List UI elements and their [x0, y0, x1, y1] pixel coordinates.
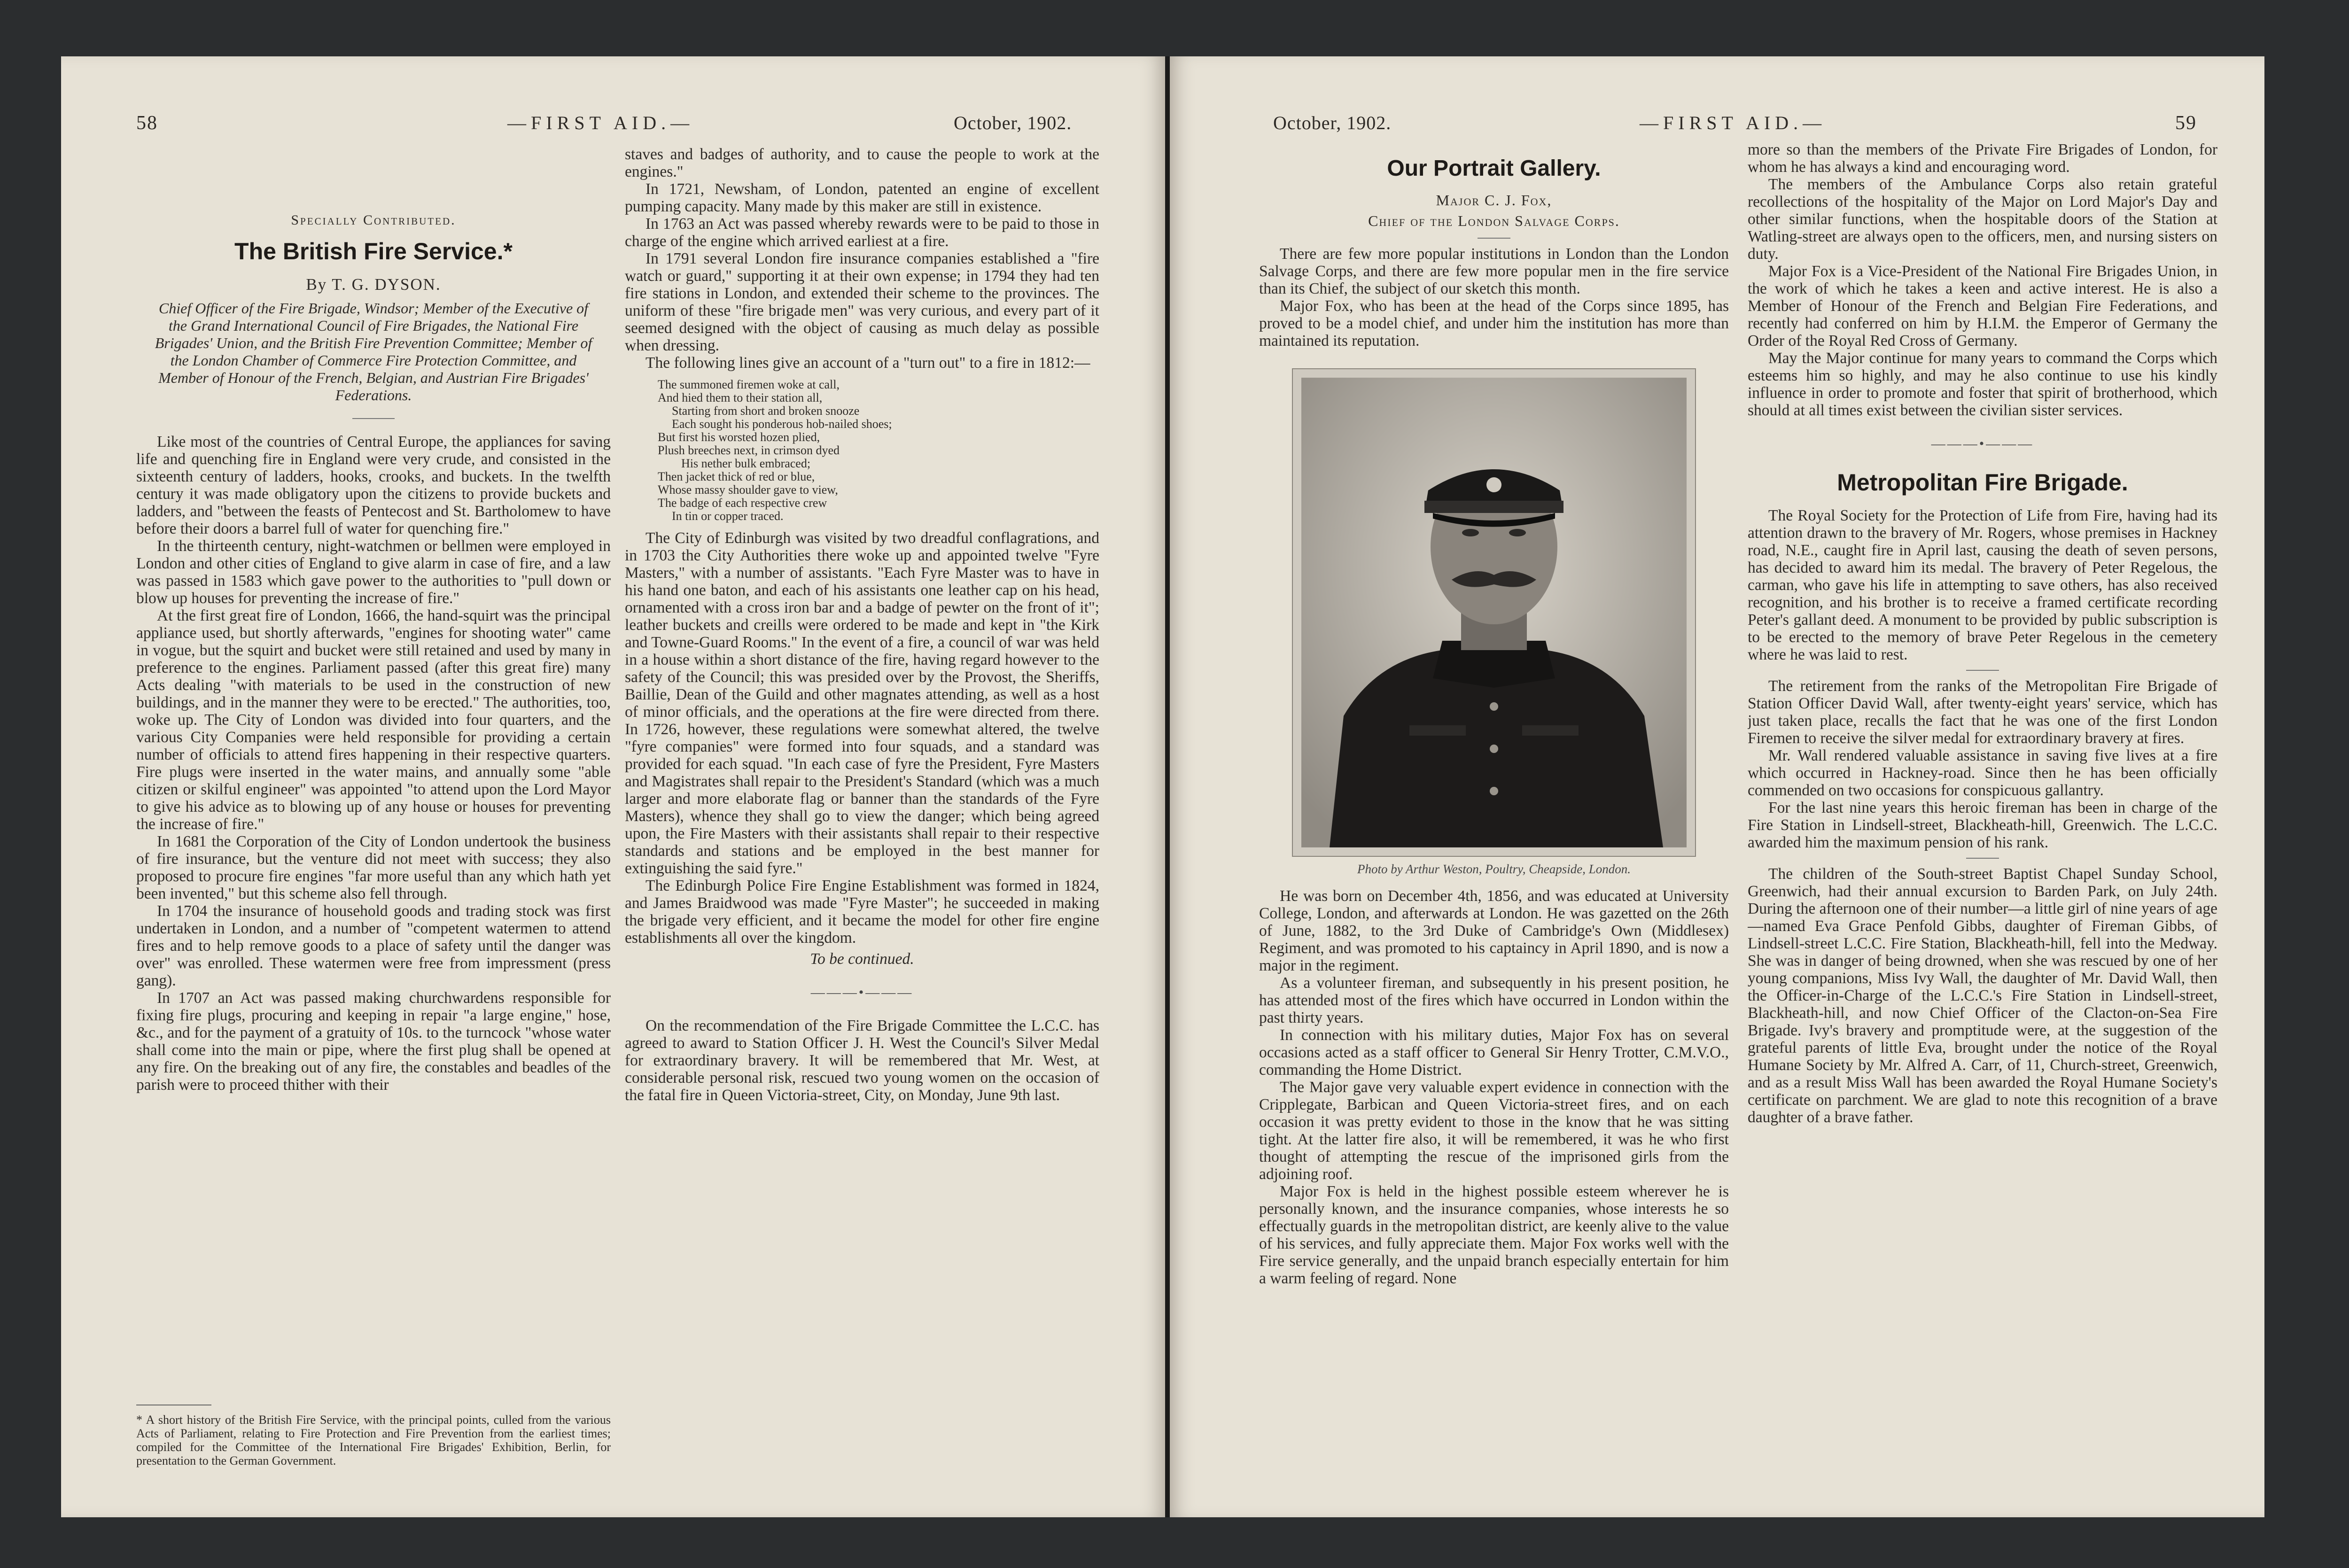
left-folio: 58 — [136, 112, 158, 134]
photo-credit: Photo by Arthur Weston, Poultry, Cheapside, London. — [1357, 862, 1631, 876]
divider-rule — [1966, 670, 1999, 671]
poem-line: Whose massy shoulder gave to view, — [658, 483, 838, 497]
portrait-gallery-title: Our Portrait Gallery. — [1387, 156, 1601, 181]
article-paragraph: In 1763 an Act was passed whereby rewards were to be paid to those in charge of the engine which arrived earliest at a fire. — [625, 215, 1099, 250]
portrait-intro: Major Fox, who has been at the head of the Corps since 1895, has proved to be a model chief, and under him the institution has more than maintained its reputation. — [1259, 297, 1729, 349]
right-date: October, 1902. — [1273, 112, 1392, 133]
right-folio: 59 — [2175, 112, 2197, 134]
left-page — [61, 56, 1165, 1517]
portrait-photo — [1292, 368, 1696, 857]
portrait-paragraph: more so than the members of the Private Fire Brigades of London, for whom he has always a kind and encouraging word. — [1748, 141, 2217, 176]
author-credentials: Chief Officer of the Fire Brigade, Windsor; Member of the Executive of the Grand International Council of Fire Brigades, the National Fire Brigades' Union, and the British Fire Prevention Committee; Member of the London Chamber of Commerce Fire Protection Committee, and Member of Honour of the French, Belgian, and Austrian Fire Brigades' Federations. — [155, 300, 592, 404]
poem-1812 — [658, 378, 1099, 523]
article-paragraph: staves and badges of authority, and to cause the people to work at the engines." — [625, 146, 1099, 180]
portrait-paragraph: The members of the Ambulance Corps also retain grateful recollections of the hospitality of the Major on Lord Major's Day and other similar functions, when the hospitable doors of the Station at Watling-street are always open to the officers, men, and nursing sisters on duty. — [1748, 176, 2217, 263]
ornament-divider: ———•——— — [1931, 436, 2034, 451]
right-column-2 — [1748, 141, 2217, 1475]
poem-line: The badge of each respective crew — [658, 496, 827, 510]
article-paragraph: Like most of the countries of Central Europe, the appliances for saving life and quenching fire in England were very crude, and consisted in the sixteenth century of ladders, hooks, crooks, and buckets. In the twelfth century it was made obligatory upon the citizens to provide buckets and ladders, and "between the feasts of Pentecost and St. Bartholomew to have before their doors a barrel full of water for quenching fire." — [136, 433, 611, 537]
poem-line: His nether bulk embraced; — [681, 457, 811, 470]
divider-rule — [352, 418, 395, 419]
portrait-paragraph: May the Major continue for many years to command the Corps which esteems him so highly, and may he also continue to use his kindly influence in order to promote and foster that spirit of brotherhood, which should at all times exist between the civilian sister services. — [1748, 349, 2217, 419]
metro-paragraph: The Royal Society for the Protection of Life from Fire, having had its attention drawn to the bravery of Mr. Rogers, whose premises in Hackney road, N.E., caught fire in April last, causing the death of seven persons, has decided to award him its medal. The bravery of Peter Regelous, the carman, who gave his life in attempting to save others, has also received recognition, and his brother is to receive a framed certificate recording Peter's gallant deed. A monument to be provided by public subscription is to be erected to the memory of brave Peter Regelous in the cemetery where he was laid to rest. — [1748, 507, 2217, 663]
subject-role: Chief of the London Salvage Corps. — [1368, 212, 1620, 229]
poem-line: In tin or copper traced. — [672, 509, 784, 523]
right-running-head — [1170, 108, 2264, 136]
poem-line: Starting from short and broken snooze — [672, 404, 860, 418]
portrait-photo-graphic — [1301, 378, 1687, 847]
divider-rule — [1966, 858, 1999, 859]
article-paragraph: The City of Edinburgh was visited by two dreadful conflagrations, and in 1703 the City Authorities there woke up and appointed twelve "Fyre Masters," with a number of assistants. "Each Fyre Master was to have in his hand one baton, and each of his assistants one leather cap on his head, ornamented with a cross iron bar and a badge of pewter on the front of it"; leather buckets and creills were ordered to be made and kept in "the Kirk and Towne-Guard Rooms." In the event of a fire, a council of war was held in a house within a short distance of the fire, having regard however to the safety of the Council; this was presided over by the Provost, the Sheriffs, Baillie, Dean of the Guild and other magnates attending, as well as a host of minor officials, and the operations at the fire were directed from there. In 1726, however, these regulations were somewhat altered, the twelve "fyre companies" were formed into four squads, and a standard was provided for each squad. "In each case of fyre the President, Fyre Masters and Magistrates shall repair to the President's Standard (which was a much larger and more elaborate flag or banner than the standards of the Fyre Masters), whence they shall go to view the danger; which being agreed upon, the Fire Masters with their assistants shall repair to their respective standards and stations and be employed in the best manner for extinguishing the said fyre." — [625, 529, 1099, 877]
article-paragraph: The following lines give an account of a "turn out" to a fire in 1812:— — [646, 354, 1090, 372]
footnote-text: * A short history of the British Fire Service, with the principal points, culled from the various Acts of Parliament, relating to Fire Protection and Fire Prevention from the earliest times; compiled for the Committee of the International Fire Brigades' Exhibition, Berlin, for presentation to the German Government. — [136, 1413, 611, 1467]
left-date: October, 1902. — [954, 112, 1072, 133]
metropolitan-title: Metropolitan Fire Brigade. — [1837, 469, 2128, 496]
subject-name: Major C. J. Fox, — [1436, 192, 1552, 209]
poem-line: And hied them to their station all, — [658, 391, 823, 404]
left-running-head — [61, 108, 1165, 136]
poem-line: Then jacket thick of red or blue, — [658, 470, 815, 483]
divider-rule — [1478, 238, 1510, 239]
portrait-paragraph: In connection with his military duties, Major Fox has on several occasions acted as a staff officer to General Sir Henry Trotter, C.M.V.O., commanding the Home District. — [1259, 1026, 1729, 1079]
left-journal-title: —FIRST AID.— — [507, 112, 694, 133]
portrait-paragraph: The Major gave very valuable expert evidence in connection with the Cripplegate, Barbican and Queen Victoria-street fires, and on each occasion it was pretty evident to those in the know that he was sitting tight. At the latter fire also, it will be remembered, it was he who first thought of attempting the rescue of the imprisoned girls from the adjoining roof. — [1259, 1079, 1729, 1183]
article-byline: By T. G. DYSON. — [306, 275, 441, 294]
article-paragraph: In 1791 several London fire insurance companies established a "fire watch or guard," supporting it at their own expense; in 1794 they had ten fire stations in London, and extended their scheme to the provinces. The uniform of these "fire brigade men" was very curious, and every part of it seemed designed with the object of causing as much delay as possible when dressing. — [625, 250, 1099, 354]
poem-line: Each sought his ponderous hob-nailed shoes; — [672, 417, 892, 431]
portrait-paragraph: Major Fox is held in the highest possible esteem wherever he is personally known, and the insurance companies, whose interests he so effectually guards in the metropolitan district, are keenly alive to the value of his services, and fully appreciate them. Major Fox works well with the Fire service generally, and the unpaid branch especially entertain for him a warm feeling of regard. None — [1259, 1183, 1729, 1287]
left-column-2 — [625, 146, 1099, 1480]
right-column-1 — [1259, 146, 1729, 1480]
left-column-1 — [136, 146, 611, 1480]
metro-paragraph: The children of the South-street Baptist Chapel Sunday School, Greenwich, had their annual excursion to Barden Park, on July 24th. During the afternoon one of their number—a little girl of nine years of age—named Eva Grace Penfold Gibbs, daughter of Fireman Gibbs, of Lindsell-street L.C.C. Fire Station, Blackheath-hill, fell into the Medway. She was in danger of being drowned, when she was rescued by one of her young companions, Miss Ivy Wall, the daughter of Mr. David Wall, then the Officer-in-Charge of the L.C.C.'s Fire Station in Lindsell-street, Blackheath-hill, and now Chief Officer of the Clacton-on-Sea Fire Brigade. Ivy's bravery and promptitude were, at the suggestion of the grateful parents of little Eva, brought under the notice of the Royal Humane Society by Mr. Alfred A. Carr, of 11, Church-street, Greenwich, and as a result Miss Wall has been awarded the Royal Humane Society's certificate on parchment. We are glad to note this recognition of a brave daughter of a brave father. — [1748, 865, 2217, 1126]
poem-line: The summoned firemen woke at call, — [658, 378, 840, 391]
poem-line: Plush breeches next, in crimson dyed — [658, 443, 840, 457]
portrait-intro: There are few more popular institutions in London than the London Salvage Corps, and there are few more popular men in the fire service than its Chief, the subject of our sketch this month. — [1259, 245, 1729, 297]
article-paragraph: In 1704 the insurance of household goods and trading stock was first undertaken in London, and a number of "competent watermen to attend fires and to help remove goods to a place of safety until the danger was over" was enrolled. These watermen were free from impressment (press gang). — [136, 902, 611, 989]
right-journal-title: —FIRST AID.— — [1640, 112, 1827, 133]
article-kicker: Specially Contributed. — [291, 212, 456, 228]
poem-line: But first his worsted hozen plied, — [658, 430, 820, 444]
portrait-paragraph: As a volunteer fireman, and subsequently in his present position, he has attended most of the fires which have occurred in London within the past thirty years. — [1259, 974, 1729, 1026]
right-page — [1170, 56, 2264, 1517]
footnote — [136, 1405, 611, 1467]
article-title: The British Fire Service.* — [234, 238, 513, 264]
article-paragraph: In 1707 an Act was passed making churchwardens responsible for fixing fire plugs, procuring and keeping in repair "a large engine," hose, &c., and for the payment of a gratuity of 10s. to the turncock "whose water shall come into the main or pipe, where the first plug shall be opened at any fire. On the breaking out of any fire, the constables and beadles of the parish were to proceed thither with their — [136, 989, 611, 1094]
ornament-divider: ———•——— — [810, 985, 914, 1000]
metro-paragraph: The retirement from the ranks of the Metropolitan Fire Brigade of Station Officer David Wall, after twenty-eight years' service, which has just taken place, recalls the fact that he was one of the first London Firemen to receive the silver medal for extraordinary bravery at fires. — [1748, 677, 2217, 747]
article-paragraph: At the first great fire of London, 1666, the hand-squirt was the principal appliance used, but shortly afterwards, "engines for shooting water" came in vogue, but the squirt and bucket were still retained and used by many in preference to the engines. Parliament passed (after this great fire) many Acts dealing "with materials to be used in the construction of new buildings, and in the manner they were to be erected." The authorities, too, woke up. The City of London was divided into four quarters, and the various City Companies were held responsible for providing a certain number of officials to attend fires happening in their respective quarters. Fire plugs were inserted in the water mains, and annually some "able citizen or skilful engineer" was appointed "to attend upon the Lord Mayor to give his advice as to blowing up of any house or houses for preventing the increase of fire." — [136, 607, 611, 833]
metro-paragraph: Mr. Wall rendered valuable assistance in saving five lives at a fire which occurred in Hackney-road. Since then he has been officially commended on two occasions for conspicuous gallantry. — [1748, 747, 2217, 799]
article-paragraph: The Edinburgh Police Fire Engine Establishment was formed in 1824, and James Braidwood was made "Fyre Master"; he succeeded in making the brigade very efficient, and it became the model for other fire engine establishments all over the kingdom. — [625, 877, 1099, 947]
article-paragraph: In 1681 the Corporation of the City of London undertook the business of fire insurance, but the venture did not meet with success; they also proposed to procure fire engines "far more useful than any which hath yet been invented," but this scheme also fell through. — [136, 833, 611, 902]
news-paragraph: On the recommendation of the Fire Brigade Committee the L.C.C. has agreed to award to Station Officer J. H. West the Council's Silver Medal for extraordinary bravery. It will be remembered that Mr. West, at considerable personal risk, rescued two young women on the occasion of the fatal fire in Queen Victoria-street, City, on Monday, June 9th last. — [625, 1017, 1099, 1104]
portrait-paragraph: Major Fox is a Vice-President of the National Fire Brigades Union, in the work of which he takes a keen and active interest. He is also a Member of Honour of the French and Belgian Fire Federations, and recently had conferred on him by H.I.M. the Emperor of Germany the Order of the Royal Red Cross of Germany. — [1748, 263, 2217, 349]
portrait-paragraph: He was born on December 4th, 1856, and was educated at University College, London, and afterwards at London. He was gazetted on the 26th of June, 1882, to the 3rd Duke of Cambridge's Own (Middlesex) Regiment, and was promoted to his captaincy in April 1890, and is now a major in the regiment. — [1259, 887, 1729, 974]
to-be-continued: To be continued. — [810, 950, 914, 968]
article-paragraph: In 1721, Newsham, of London, patented an engine of excellent pumping capacity. Many made by this maker are still in existence. — [625, 180, 1099, 215]
article-paragraph: In the thirteenth century, night-watchmen or bellmen were employed in London and other cities of England to give alarm in case of fire, and a law was passed in 1583 which gave power to the authorities to "pull down or blow up houses for preventing the increase of fire." — [136, 537, 611, 607]
metro-paragraph: For the last nine years this heroic fireman has been in charge of the Fire Station in Lindsell-street, Blackheath-hill, Greenwich. The L.C.C. awarded him the maximum pension of his rank. — [1748, 799, 2217, 851]
